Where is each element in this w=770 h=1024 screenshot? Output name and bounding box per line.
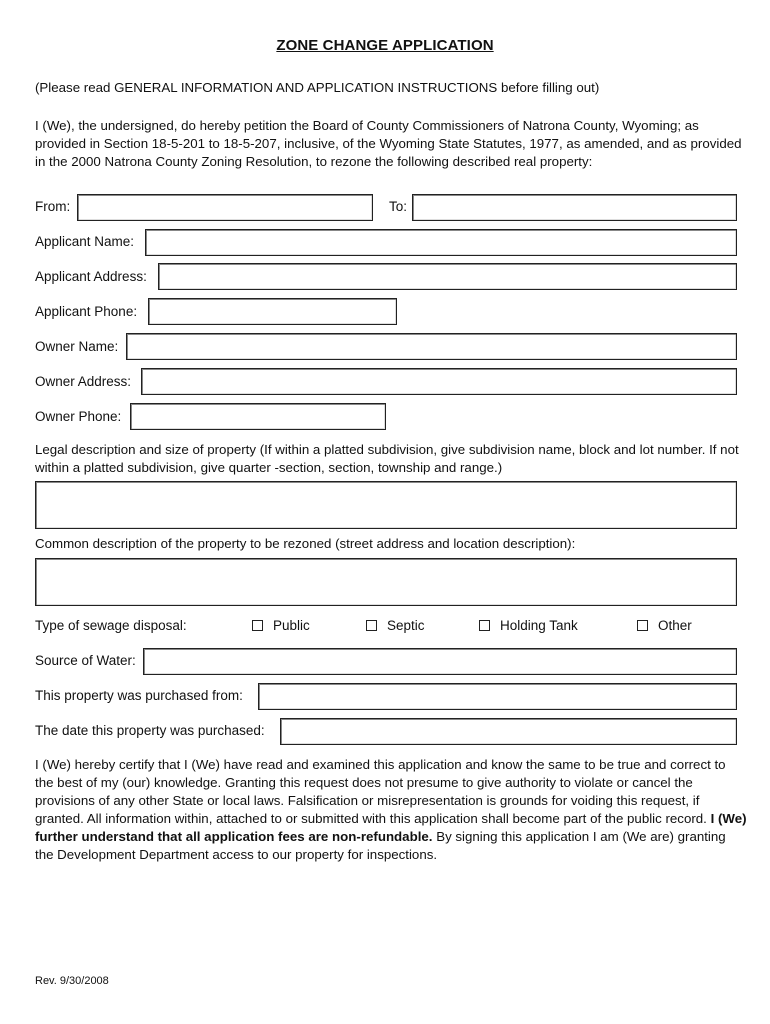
owner-phone-label: Owner Phone: [35,409,122,424]
from-label: From: [35,199,71,214]
applicant-phone-field[interactable] [148,298,397,325]
sewage-disposal-label: Type of sewage disposal: [35,618,187,633]
applicant-name-field[interactable] [145,229,737,256]
owner-name-field[interactable] [126,333,737,360]
septic-option-label: Septic [387,618,425,633]
water-source-label: Source of Water: [35,653,136,668]
applicant-address-label: Applicant Address: [35,269,147,284]
other-checkbox[interactable] [637,620,648,631]
petition-intro: I (We), the undersigned, do hereby petition the Board of County Commissioners of Natrona County, Wyoming; as provided in Section 18-5-201 to 18-5-207, inclusive, of the Wyoming State Statutes, 1977, as amended, and as provided in the 2000 Natrona County Zoning Resolution, to rezone the following described real property: [35,118,742,169]
purchase-date-field[interactable] [280,718,737,745]
revision-date: Rev. 9/30/2008 [35,975,109,987]
purchased-from-label: This property was purchased from: [35,688,243,703]
to-label: To: [389,199,408,214]
instructions-note: (Please read GENERAL INFORMATION AND APPLICATION INSTRUCTIONS before filling out) [35,80,600,95]
holding-tank-option-label: Holding Tank [500,618,578,633]
owner-address-label: Owner Address: [35,374,132,389]
form-title: ZONE CHANGE APPLICATION [276,37,494,54]
other-option-label: Other [658,618,692,633]
certification-text-end: By signing this application I am (We are) granting the Development Department access to our property for inspections. [35,829,726,862]
certification-text-start: I (We) hereby certify that I (We) have read and examined this application and know the same to be true and correct to the best of my (our) knowledge. Granting this request does not presume to give authority to violate or cancel the provisions of any other State or local laws. Falsification or misrepresentation is grounds for voiding this request, if granted. All information within, attached to or submitted with this application shall become part of the public record. [35,757,726,826]
purchased-from-field[interactable] [258,683,737,710]
water-source-field[interactable] [143,648,737,675]
owner-address-field[interactable] [141,368,737,395]
applicant-address-field[interactable] [158,263,737,290]
septic-checkbox[interactable] [366,620,377,631]
common-description-label: Common description of the property to be rezoned (street address and location description): [35,536,576,551]
applicant-phone-label: Applicant Phone: [35,304,138,319]
from-field[interactable] [77,194,373,221]
legal-description-field[interactable] [35,481,737,529]
applicant-name-label: Applicant Name: [35,234,135,249]
public-option-label: Public [273,618,310,633]
to-field[interactable] [412,194,737,221]
purchase-date-label: The date this property was purchased: [35,723,265,738]
certification-statement [35,756,747,864]
public-checkbox[interactable] [252,620,263,631]
legal-description-label: Legal description and size of property (If within a platted subdivision, give subdivision name, block and lot number. If not within a platted subdivision, give quarter -section, section, township and range.) [35,442,739,475]
owner-name-label: Owner Name: [35,339,119,354]
holding-tank-checkbox[interactable] [479,620,490,631]
common-description-field[interactable] [35,558,737,606]
owner-phone-field[interactable] [130,403,386,430]
non-refundable-notice: I (We) further understand that all application fees are non-refundable. [35,811,747,844]
